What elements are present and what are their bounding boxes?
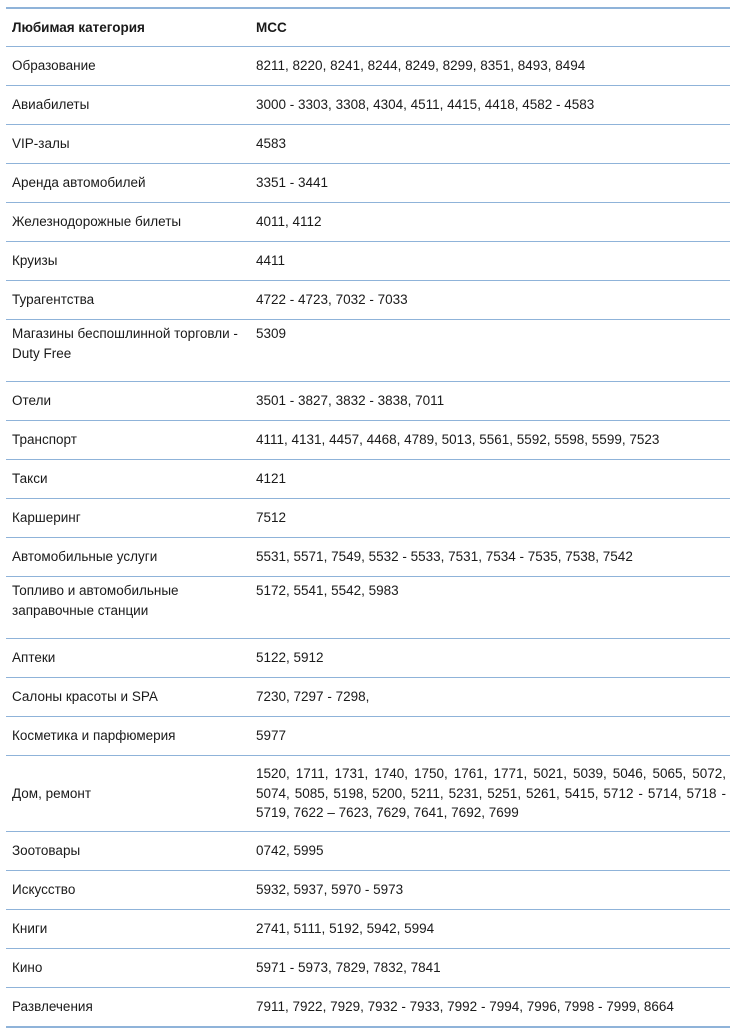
- row-category: Аптеки: [12, 650, 56, 666]
- row-mcc-codes: 4583: [256, 136, 287, 152]
- table-row: [6, 382, 730, 421]
- table-row: [6, 949, 730, 988]
- row-category: Магазины беспошлинной торговли - Duty Free: [12, 326, 238, 361]
- row-mcc-codes: 5172, 5541, 5542, 5983: [256, 583, 399, 598]
- row-category: Развлечения: [12, 999, 93, 1015]
- table-row: [6, 639, 730, 678]
- table-row: [6, 717, 730, 756]
- row-category: Такси: [12, 471, 48, 487]
- table-row: [6, 164, 730, 203]
- row-category: Косметика и парфюмерия: [12, 728, 176, 744]
- mcc-category-table: [6, 7, 730, 1028]
- table-row: [6, 988, 730, 1028]
- row-mcc-codes: 8211, 8220, 8241, 8244, 8249, 8299, 8351, 8493, 8494: [256, 58, 586, 74]
- header-mcc: MCC: [256, 19, 287, 35]
- table-row: [6, 125, 730, 164]
- row-category: Транспорт: [12, 432, 77, 448]
- header-category: Любимая категория: [12, 19, 145, 35]
- row-category: Книги: [12, 921, 48, 937]
- row-category: Отели: [12, 393, 52, 409]
- row-category: Авиабилеты: [12, 97, 90, 113]
- row-category: VIP-залы: [12, 136, 70, 152]
- row-category: Автомобильные услуги: [12, 549, 158, 565]
- row-category: Зоотовары: [12, 843, 81, 859]
- row-category: Салоны красоты и SPA: [12, 689, 158, 705]
- table-row: [6, 47, 730, 86]
- mcc-category-document: [6, 7, 730, 1028]
- table-row: [6, 678, 730, 717]
- row-mcc-codes: 0742, 5995: [256, 843, 324, 859]
- row-category: Кино: [12, 960, 43, 976]
- row-mcc-codes: 4411: [256, 253, 286, 269]
- row-category: Дом, ремонт: [12, 785, 92, 801]
- table-row: [6, 421, 730, 460]
- row-mcc-codes: 4121: [256, 471, 287, 487]
- table-row: [6, 320, 730, 382]
- row-category: Круизы: [12, 253, 58, 269]
- row-mcc-codes: 5932, 5937, 5970 - 5973: [256, 882, 404, 898]
- table-row: [6, 242, 730, 281]
- row-category: Железнодорожные билеты: [12, 214, 182, 230]
- row-mcc-codes: 1520, 1711, 1731, 1740, 1750, 1761, 1771, 5021, 5039, 5046, 5065, 5072, 5074, 5085, 5198, 5200, 5211, 5231, 5251, 5261, 5415, 5712 - 5714, 5718 - 5719, 7622 – 7623, 7629, 7641, 7692, 7699: [256, 766, 726, 821]
- row-mcc-codes: 5971 - 5973, 7829, 7832, 7841: [256, 960, 441, 976]
- row-mcc-codes: 5531, 5571, 7549, 5532 - 5533, 7531, 7534 - 7535, 7538, 7542: [256, 549, 633, 565]
- row-mcc-codes: 5977: [256, 728, 287, 744]
- row-mcc-codes: 7512: [256, 510, 287, 526]
- row-category: Турагентства: [12, 292, 95, 308]
- table-row: [6, 832, 730, 871]
- row-mcc-codes: 4111, 4131, 4457, 4468, 4789, 5013, 5561, 5592, 5598, 5599, 7523: [256, 432, 660, 448]
- row-mcc-codes: 4722 - 4723, 7032 - 7033: [256, 292, 408, 308]
- table-row: [6, 871, 730, 910]
- table-header-row: [6, 8, 730, 47]
- row-mcc-codes: 4011, 4112: [256, 214, 322, 230]
- row-category: Образование: [12, 58, 96, 74]
- table-row: [6, 281, 730, 320]
- row-mcc-codes: 5309: [256, 326, 287, 341]
- row-mcc-codes: 3501 - 3827, 3832 - 3838, 7011: [256, 393, 445, 409]
- table-row: [6, 538, 730, 577]
- table-row: [6, 910, 730, 949]
- row-mcc-codes: 3000 - 3303, 3308, 4304, 4511, 4415, 4418, 4582 - 4583: [256, 97, 595, 113]
- table-row: [6, 460, 730, 499]
- table-row: [6, 577, 730, 639]
- table-row: [6, 499, 730, 538]
- row-mcc-codes: 7230, 7297 - 7298,: [256, 689, 370, 705]
- row-mcc-codes: 3351 - 3441: [256, 175, 329, 191]
- row-mcc-codes: 7911, 7922, 7929, 7932 - 7933, 7992 - 7994, 7996, 7998 - 7999, 8664: [256, 999, 674, 1015]
- row-category: Аренда автомобилей: [12, 175, 146, 191]
- row-category: Топливо и автомобильные заправочные станции: [12, 583, 179, 618]
- row-mcc-codes: 5122, 5912: [256, 650, 324, 666]
- row-category: Искусство: [12, 882, 76, 898]
- row-mcc-codes: 2741, 5111, 5192, 5942, 5994: [256, 921, 435, 937]
- table-row: [6, 203, 730, 242]
- table-row: [6, 86, 730, 125]
- row-category: Каршеринг: [12, 510, 81, 526]
- table-row: [6, 756, 730, 832]
